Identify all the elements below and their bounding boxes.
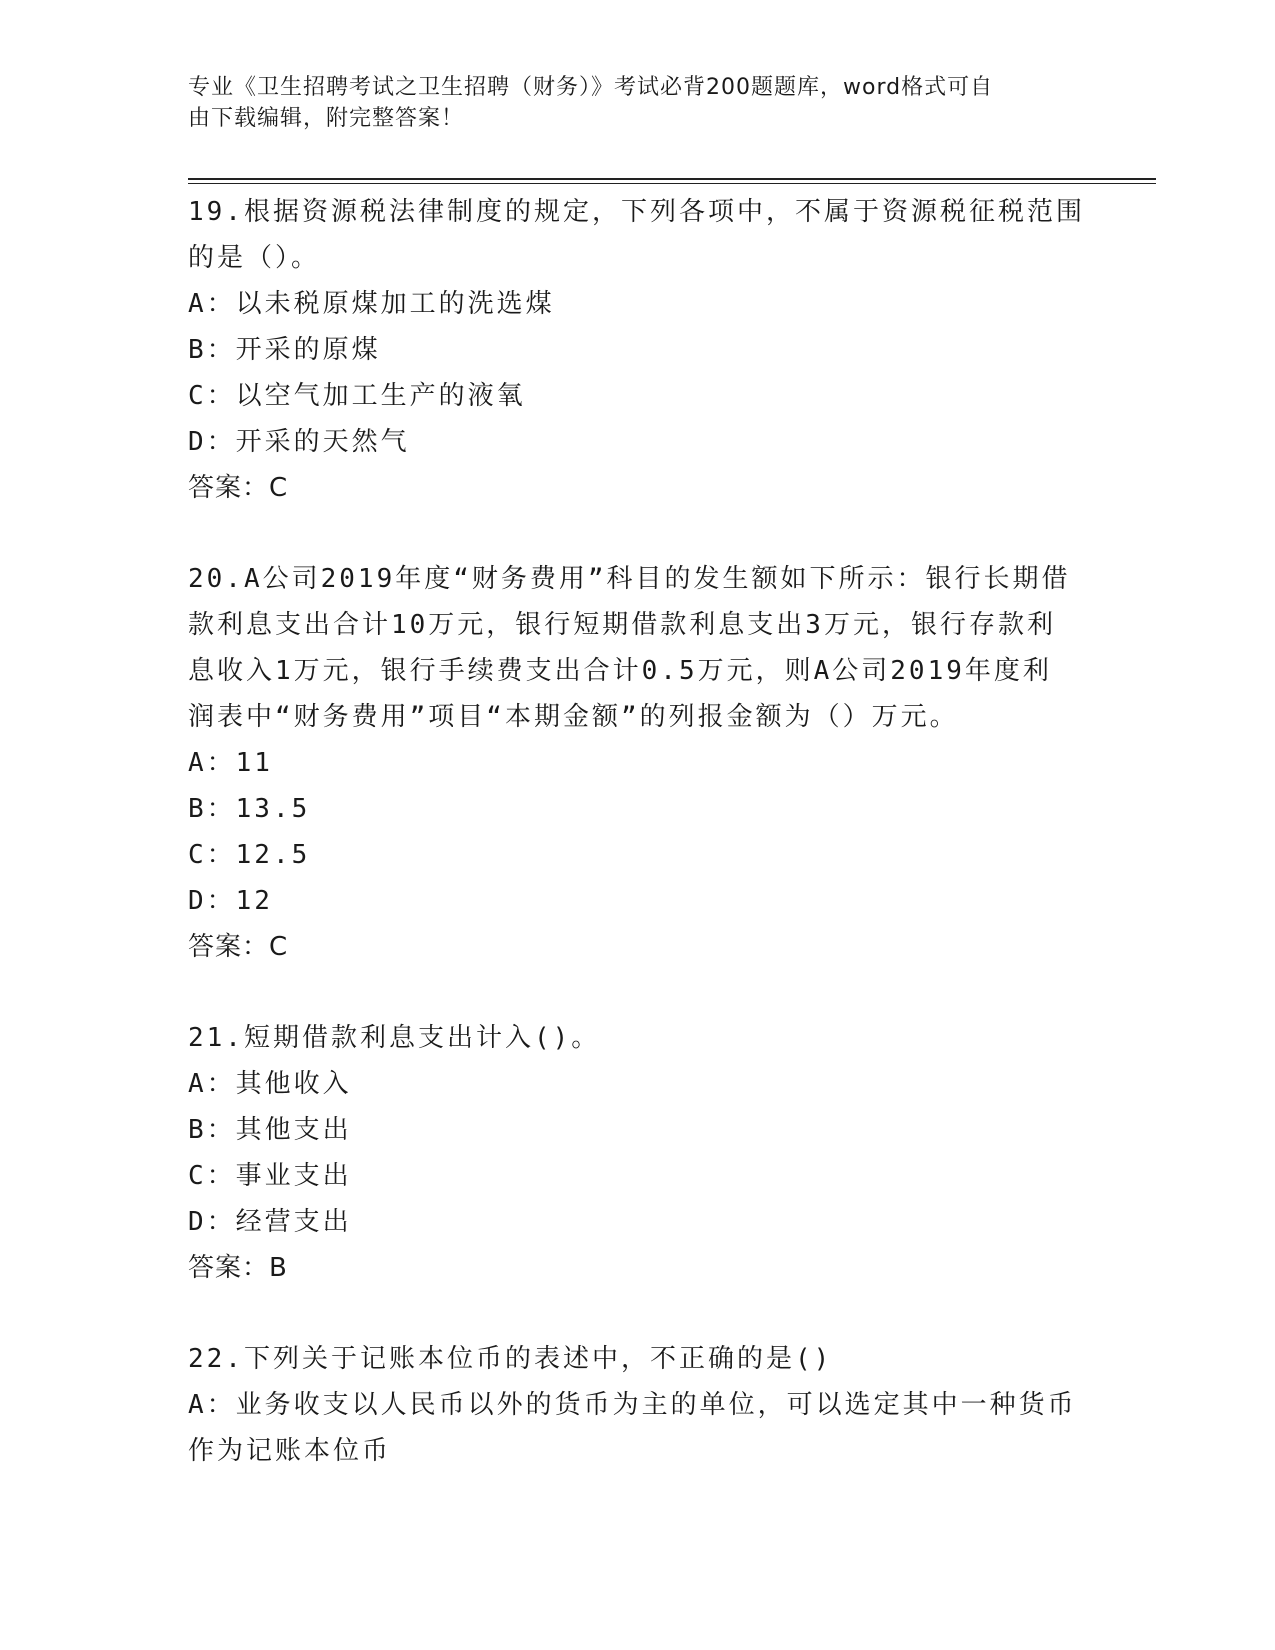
option-text: 其他支出: [235, 1115, 352, 1145]
question-stem-line: 19.根据资源税法律制度的规定，下列各项中，不属于资源税征税范围: [188, 197, 1085, 227]
option-d: [188, 878, 1088, 924]
option-d: [188, 419, 1088, 465]
question-stem-line: 润表中“财务费用”项目“本期金额”的列报金额为（）万元。: [188, 702, 959, 732]
question-20: [188, 556, 1088, 970]
question-stem-line: 22.下列关于记账本位币的表述中，不正确的是(): [188, 1344, 833, 1374]
option-text: 开采的天然气: [235, 427, 410, 457]
header-line-2: 由下载编辑，附完整答案！: [188, 106, 465, 131]
option-text: 其他收入: [235, 1069, 352, 1099]
header-divider-thin: [188, 183, 1156, 184]
question-stem-line: 21.短期借款利息支出计入()。: [188, 1023, 601, 1053]
option-label: A：: [188, 289, 236, 319]
option-c: [188, 373, 1088, 419]
question-spacer: [188, 1291, 1088, 1336]
option-label: B：: [188, 794, 236, 824]
question-spacer: [188, 970, 1088, 1015]
option-a: [188, 740, 1088, 786]
option-label: B：: [188, 1115, 236, 1145]
option-text: 13.5: [235, 794, 311, 824]
option-text: 12: [235, 886, 273, 916]
option-label: D：: [188, 427, 236, 457]
option-d: [188, 1199, 1088, 1245]
option-label: B：: [188, 335, 236, 365]
option-c: [188, 1153, 1088, 1199]
option-text: 11: [235, 748, 273, 778]
option-b: [188, 786, 1088, 832]
question-spacer: [188, 511, 1088, 556]
document-header: [188, 72, 1068, 134]
answer-line: 答案：C: [188, 932, 289, 962]
question-19: [188, 189, 1088, 511]
option-label: A：: [188, 748, 236, 778]
option-a: [188, 281, 1088, 327]
question-stem-line: 款利息支出合计10万元，银行短期借款利息支出3万元，银行存款利: [188, 610, 1056, 640]
question-21: [188, 1015, 1088, 1291]
option-label: D：: [188, 886, 236, 916]
option-a: [188, 1382, 1088, 1428]
question-stem-line: 的是（）。: [188, 243, 321, 273]
question-stem-line: 息收入1万元，银行手续费支出合计0.5万元，则A公司2019年度利: [188, 656, 1052, 686]
header-divider-thick: [188, 178, 1156, 180]
option-text: 以未税原煤加工的洗选煤: [235, 289, 555, 319]
option-text: 开采的原煤: [235, 335, 381, 365]
option-label: A：: [188, 1390, 236, 1420]
option-label: D：: [188, 1207, 236, 1237]
answer-line: 答案：B: [188, 1253, 288, 1283]
question-stem-line: 20.A公司2019年度“财务费用”科目的发生额如下所示：银行长期借: [188, 564, 1071, 594]
option-text: 经营支出: [235, 1207, 352, 1237]
option-label: C：: [188, 381, 236, 411]
option-label: A：: [188, 1069, 236, 1099]
option-label: C：: [188, 1161, 236, 1191]
option-b: [188, 327, 1088, 373]
option-text: 业务收支以人民币以外的货币为主的单位，可以选定其中一种货币: [235, 1390, 1077, 1420]
header-line-1: 专业《卫生招聘考试之卫生招聘（财务）》考试必背200题题库，word格式可自: [188, 75, 994, 100]
option-a: [188, 1061, 1088, 1107]
option-text: 以空气加工生产的液氧: [235, 381, 526, 411]
option-text: 12.5: [235, 840, 311, 870]
question-22: [188, 1336, 1088, 1474]
answer-line: 答案：C: [188, 473, 289, 503]
option-continuation: 作为记账本位币: [188, 1436, 392, 1466]
option-b: [188, 1107, 1088, 1153]
question-list: [188, 189, 1088, 1474]
option-label: C：: [188, 840, 236, 870]
option-text: 事业支出: [235, 1161, 352, 1191]
option-c: [188, 832, 1088, 878]
